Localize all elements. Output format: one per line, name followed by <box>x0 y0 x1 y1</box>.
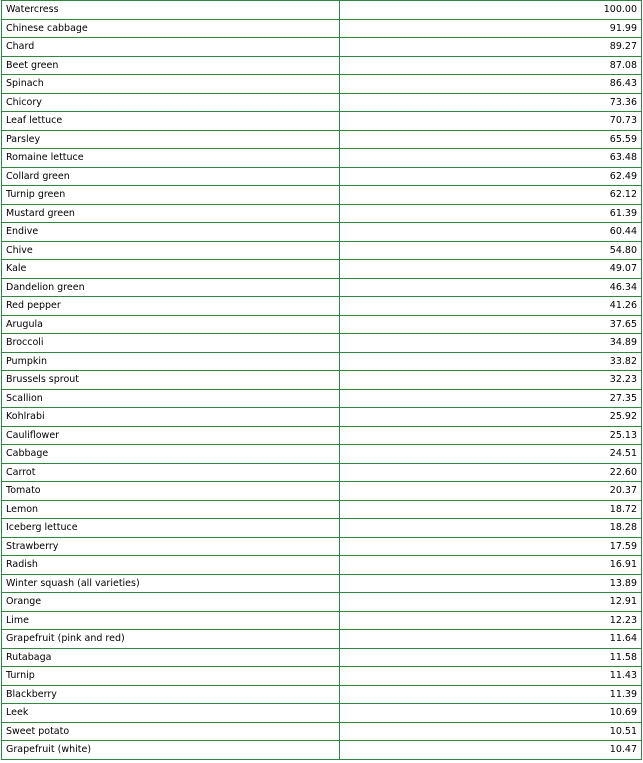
food-score-cell: 60.44 <box>340 223 642 242</box>
food-score-cell: 70.73 <box>340 112 642 131</box>
table-row <box>2 389 642 408</box>
table-row <box>2 56 642 75</box>
table-row <box>2 186 642 205</box>
food-score-cell: 49.07 <box>340 260 642 279</box>
table-row <box>2 149 642 168</box>
table-row <box>2 537 642 556</box>
food-name-cell: Chicory <box>2 93 340 112</box>
food-name-cell: Romaine lettuce <box>2 149 340 168</box>
table-row <box>2 611 642 630</box>
food-name-cell: Endive <box>2 223 340 242</box>
table-row <box>2 315 642 334</box>
food-score-cell: 10.47 <box>340 741 642 760</box>
food-score-cell: 34.89 <box>340 334 642 353</box>
table-row <box>2 223 642 242</box>
food-name-cell: Cabbage <box>2 445 340 464</box>
food-name-cell: Chive <box>2 241 340 260</box>
table-row <box>2 1 642 20</box>
food-score-cell: 27.35 <box>340 389 642 408</box>
food-score-cell: 17.59 <box>340 537 642 556</box>
food-name-cell: Rutabaga <box>2 648 340 667</box>
food-score-cell: 61.39 <box>340 204 642 223</box>
food-name-cell: Blackberry <box>2 685 340 704</box>
food-name-cell: Broccoli <box>2 334 340 353</box>
food-name-cell: Carrot <box>2 463 340 482</box>
food-name-cell: Lemon <box>2 500 340 519</box>
table-row <box>2 593 642 612</box>
food-score-cell: 11.39 <box>340 685 642 704</box>
food-score-cell: 25.92 <box>340 408 642 427</box>
food-name-cell: Orange <box>2 593 340 612</box>
food-name-cell: Parsley <box>2 130 340 149</box>
food-name-cell: Mustard green <box>2 204 340 223</box>
food-score-cell: 89.27 <box>340 38 642 57</box>
food-name-cell: Cauliflower <box>2 426 340 445</box>
food-score-cell: 13.89 <box>340 574 642 593</box>
table-row <box>2 519 642 538</box>
food-name-cell: Tomato <box>2 482 340 501</box>
food-score-cell: 86.43 <box>340 75 642 94</box>
table-row <box>2 352 642 371</box>
table-row <box>2 278 642 297</box>
table-row <box>2 38 642 57</box>
table-row <box>2 241 642 260</box>
table-row <box>2 204 642 223</box>
food-name-cell: Leek <box>2 704 340 723</box>
food-score-cell: 18.28 <box>340 519 642 538</box>
food-score-cell: 87.08 <box>340 56 642 75</box>
food-score-cell: 11.58 <box>340 648 642 667</box>
food-name-cell: Sweet potato <box>2 722 340 741</box>
table-row <box>2 482 642 501</box>
table-row <box>2 463 642 482</box>
food-score-cell: 73.36 <box>340 93 642 112</box>
food-score-cell: 54.80 <box>340 241 642 260</box>
food-score-cell: 20.37 <box>340 482 642 501</box>
food-score-cell: 11.64 <box>340 630 642 649</box>
food-name-cell: Radish <box>2 556 340 575</box>
table-row <box>2 167 642 186</box>
food-name-cell: Turnip green <box>2 186 340 205</box>
table-row <box>2 130 642 149</box>
food-score-cell: 63.48 <box>340 149 642 168</box>
table-row <box>2 445 642 464</box>
food-score-cell: 10.51 <box>340 722 642 741</box>
food-name-cell: Grapefruit (pink and red) <box>2 630 340 649</box>
food-score-cell: 37.65 <box>340 315 642 334</box>
table-row <box>2 426 642 445</box>
table-row <box>2 630 642 649</box>
food-name-cell: Turnip <box>2 667 340 686</box>
food-name-cell: Lime <box>2 611 340 630</box>
table-row <box>2 685 642 704</box>
food-score-cell: 12.91 <box>340 593 642 612</box>
food-score-cell: 100.00 <box>340 1 642 20</box>
food-score-cell: 12.23 <box>340 611 642 630</box>
food-score-cell: 24.51 <box>340 445 642 464</box>
food-score-cell: 22.60 <box>340 463 642 482</box>
food-name-cell: Watercress <box>2 1 340 20</box>
food-score-cell: 62.49 <box>340 167 642 186</box>
table-row <box>2 667 642 686</box>
food-name-cell: Strawberry <box>2 537 340 556</box>
food-name-cell: Chinese cabbage <box>2 19 340 38</box>
table-row <box>2 371 642 390</box>
food-name-cell: Red pepper <box>2 297 340 316</box>
food-name-cell: Pumpkin <box>2 352 340 371</box>
food-score-table <box>1 0 642 760</box>
food-score-cell: 10.69 <box>340 704 642 723</box>
food-name-cell: Scallion <box>2 389 340 408</box>
food-score-cell: 32.23 <box>340 371 642 390</box>
food-score-cell: 65.59 <box>340 130 642 149</box>
food-score-cell: 25.13 <box>340 426 642 445</box>
food-score-cell: 91.99 <box>340 19 642 38</box>
food-name-cell: Brussels sprout <box>2 371 340 390</box>
food-name-cell: Dandelion green <box>2 278 340 297</box>
food-score-cell: 62.12 <box>340 186 642 205</box>
food-name-cell: Winter squash (all varieties) <box>2 574 340 593</box>
table-row <box>2 93 642 112</box>
food-name-cell: Iceberg lettuce <box>2 519 340 538</box>
food-name-cell: Arugula <box>2 315 340 334</box>
table-row <box>2 112 642 131</box>
food-name-cell: Kale <box>2 260 340 279</box>
food-score-cell: 46.34 <box>340 278 642 297</box>
table-row <box>2 19 642 38</box>
table-row <box>2 334 642 353</box>
table-row <box>2 704 642 723</box>
food-name-cell: Chard <box>2 38 340 57</box>
food-name-cell: Leaf lettuce <box>2 112 340 131</box>
table-row <box>2 722 642 741</box>
table-row <box>2 297 642 316</box>
table-row <box>2 741 642 760</box>
table-body <box>2 1 642 760</box>
table-row <box>2 75 642 94</box>
food-name-cell: Collard green <box>2 167 340 186</box>
food-name-cell: Beet green <box>2 56 340 75</box>
food-score-cell: 11.43 <box>340 667 642 686</box>
table-row <box>2 574 642 593</box>
food-score-cell: 33.82 <box>340 352 642 371</box>
food-name-cell: Kohlrabi <box>2 408 340 427</box>
food-score-cell: 41.26 <box>340 297 642 316</box>
food-name-cell: Grapefruit (white) <box>2 741 340 760</box>
table-row <box>2 260 642 279</box>
food-name-cell: Spinach <box>2 75 340 94</box>
food-score-cell: 16.91 <box>340 556 642 575</box>
food-score-cell: 18.72 <box>340 500 642 519</box>
table-row <box>2 408 642 427</box>
table-row <box>2 556 642 575</box>
table-row <box>2 500 642 519</box>
table-row <box>2 648 642 667</box>
